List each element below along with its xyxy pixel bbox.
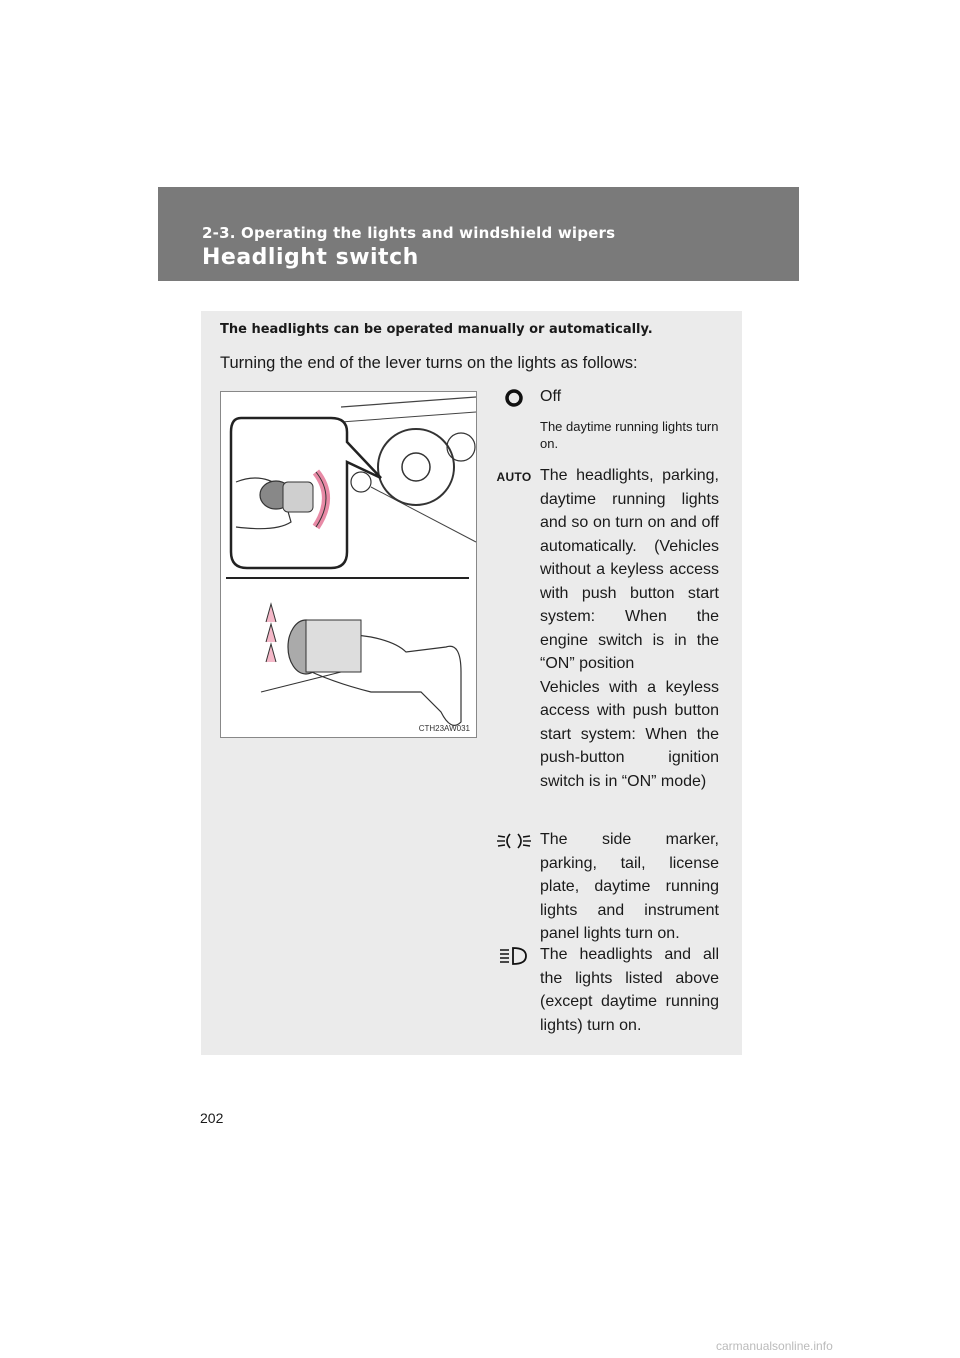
- figure-code: CTH23AW031: [418, 724, 470, 733]
- headlight-icon: [493, 945, 535, 967]
- auto-icon-label: AUTO: [496, 470, 532, 484]
- content-panel: [201, 311, 742, 1055]
- mode-headlights-text: The headlights and all the lights listed above (except daytime running lights) turn on.: [540, 946, 719, 1034]
- intro-text: The headlights can be operated manually or automatically.: [220, 322, 653, 337]
- mode-off-text: Off: [540, 388, 562, 405]
- page-number: 202: [200, 1110, 224, 1126]
- lever-illustration: [220, 391, 477, 738]
- mode-side-marker-text: The side marker, parking, tail, license plate, daytime running lights and instrument panel lights turn on.: [540, 831, 719, 942]
- lever-drawing: [221, 392, 478, 739]
- mode-auto-text: The headlights, parking, daytime running lights and so on turn on and off automatically. (Vehicles without a keyless access with push button start system: When the engine switch is in the “ON” position Vehicles with a keyless access with push button start system: When the push-button ignition switch is in “ON” mode): [540, 467, 719, 790]
- auto-icon: [493, 466, 535, 488]
- off-circle-icon: [493, 387, 535, 409]
- watermark: carmanualsonline.info: [716, 1339, 833, 1353]
- section-header: [158, 187, 799, 281]
- section-title: 2-3. Operating the lights and windshield wipers: [202, 224, 616, 242]
- page-title: Headlight switch: [202, 245, 419, 270]
- lead-text: Turning the end of the lever turns on the lights as follows:: [220, 354, 638, 372]
- mode-off-note: The daytime running lights turn on.: [540, 419, 719, 451]
- side-marker-lights-icon: [493, 830, 535, 852]
